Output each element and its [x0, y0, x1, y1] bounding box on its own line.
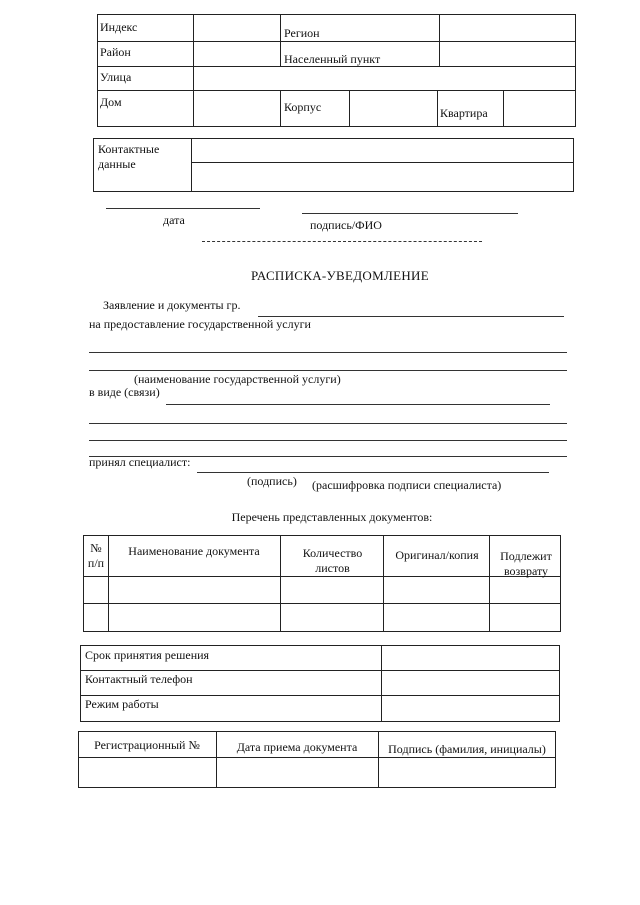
- street-label: Улица: [100, 70, 132, 84]
- decision-term-label: Срок принятия решения: [85, 648, 210, 662]
- service-label: на предоставление государственной услуги: [89, 317, 311, 331]
- cut-line: [202, 241, 482, 242]
- col-receipt-date: Дата приема документа: [236, 740, 358, 754]
- form-label: в виде (связи): [89, 385, 160, 399]
- col-number: № п/п: [87, 541, 105, 570]
- building-label: Корпус: [284, 100, 322, 114]
- col-signature: Подпись (фамилия, инициалы): [388, 742, 546, 756]
- house-label: Дом: [100, 95, 122, 109]
- district-label: Район: [100, 45, 131, 59]
- contacts-label: Контактные данные: [98, 142, 160, 171]
- date-line: [106, 208, 260, 209]
- service-caption: (наименование государственной услуги): [134, 372, 341, 386]
- sign-line: [302, 213, 518, 214]
- statement-label: Заявление и документы гр.: [103, 298, 241, 312]
- index-label: Индекс: [100, 20, 138, 34]
- receipt-title: РАСПИСКА-УВЕДОМЛЕНИЕ: [251, 268, 429, 283]
- col-reg-number: Регистрационный №: [94, 738, 200, 752]
- date-caption: дата: [163, 213, 185, 227]
- docs-title: Перечень представленных документов:: [231, 510, 433, 524]
- signature-caption: (подпись): [247, 474, 297, 488]
- contact-phone-label: Контактный телефон: [85, 672, 193, 686]
- locality-label: Населенный пункт: [284, 52, 381, 66]
- work-hours-label: Режим работы: [85, 697, 159, 711]
- col-sheet-count: Количество листов: [302, 546, 363, 575]
- sign-caption: подпись/ФИО: [310, 218, 382, 232]
- accepted-label: принял специалист:: [89, 455, 191, 469]
- col-doc-name: Наименование документа: [128, 544, 260, 558]
- col-original-copy: Оригинал/копия: [395, 548, 479, 562]
- region-label: Регион: [284, 26, 320, 40]
- apartment-label: Квартира: [440, 106, 488, 120]
- col-return: Подлежит возврату: [500, 549, 552, 578]
- decode-caption: (расшифровка подписи специалиста): [312, 478, 502, 492]
